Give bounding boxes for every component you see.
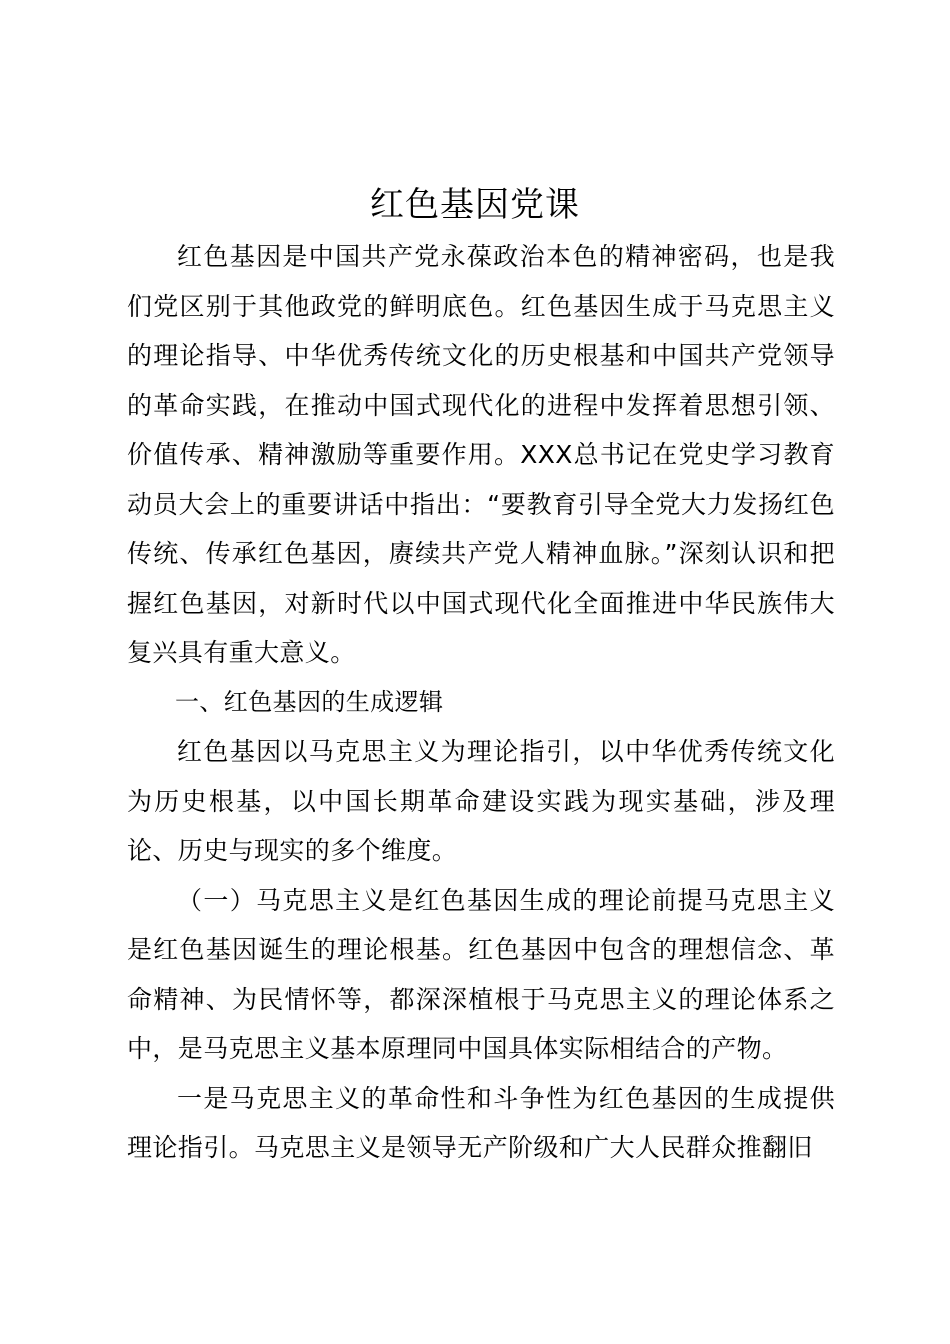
section-heading-1: 一、红色基因的生成逻辑 bbox=[175, 687, 444, 716]
paragraph-section-1-intro: 红色基因以马克思主义为理论指引，以中华优秀传统文化为历史根基，以中国长期革命建设实践为现实基础，涉及理论、历史与现实的多个维度。 bbox=[127, 737, 835, 865]
paragraph-intro: 红色基因是中国共产党永葆政治本色的精神密码，也是我们党区别于其他政党的鲜明底色。红色基因生成于马克思主义的理论指导、中华优秀传统文化的历史根基和中国共产党领导的革命实践，在推动中国式现代化的进程中发挥着思想引领、价值传承、精神激励等重要作用。XXX总书记在党史学习教育动员大会上的重要讲话中指出：“要教育引导全党大力发扬红色传统、传承红色基因，赓续共产党人精神血脉。”深刻认识和把握红色基因，对新时代以中国式现代化全面推进中华民族伟大复兴具有重大意义。 bbox=[127, 242, 835, 667]
paragraph-subsection-1: （一）马克思主义是红色基因生成的理论前提马克思主义是红色基因诞生的理论根基。红色基因中包含的理想信念、革命精神、为民情怀等，都深深植根于马克思主义的理论体系之中，是马克思主义基本原理同中国具体实际相结合的产物。 bbox=[127, 885, 835, 1063]
document-title: 红色基因党课 bbox=[370, 185, 580, 225]
document-body bbox=[127, 232, 835, 1173]
paragraph-point-1: 一是马克思主义的革命性和斗争性为红色基因的生成提供理论指引。马克思主义是领导无产阶级和广大人民群众推翻旧 bbox=[127, 1083, 835, 1162]
